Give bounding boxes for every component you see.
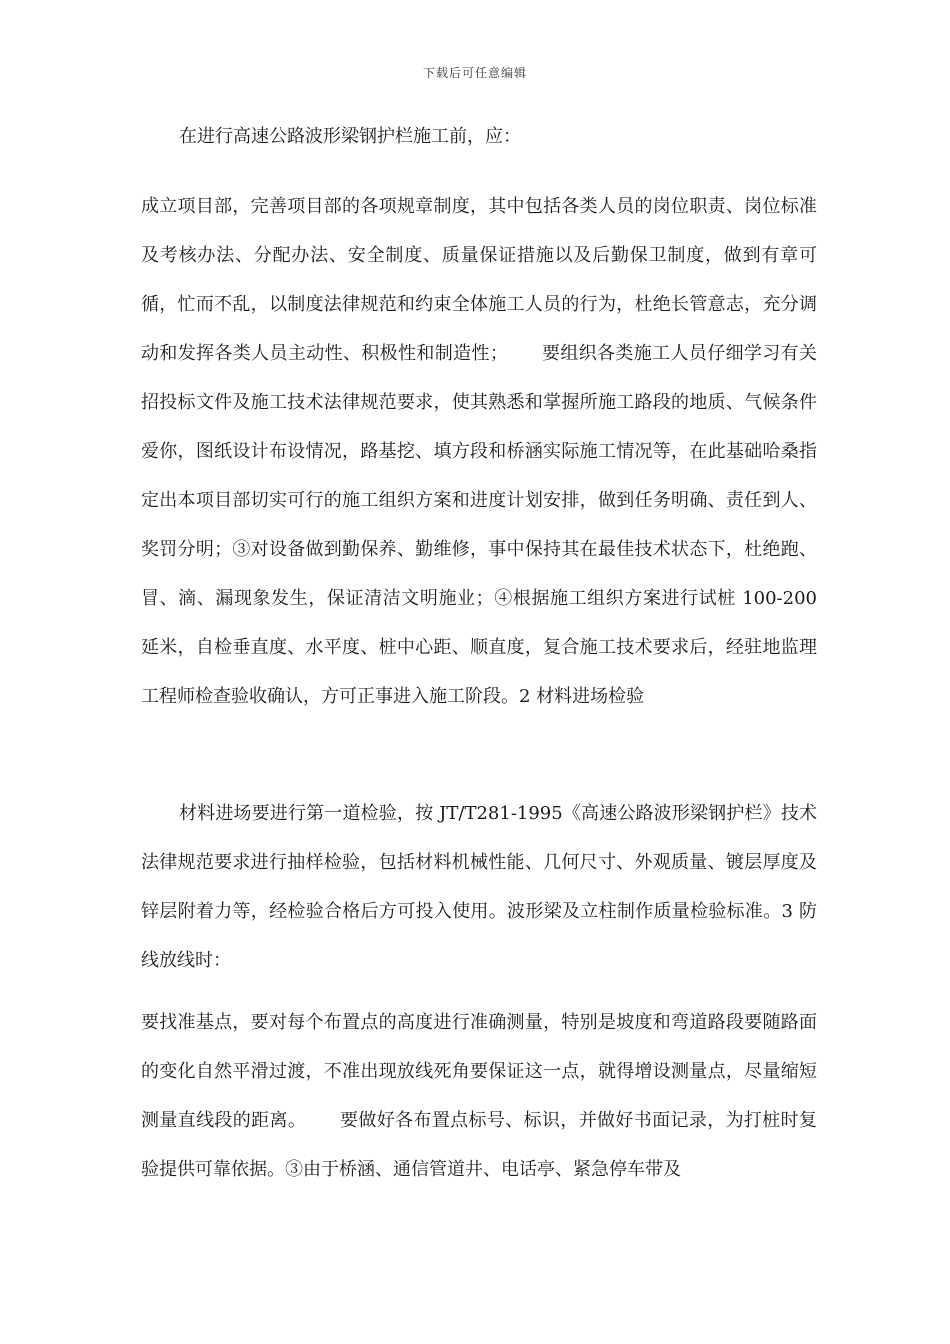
preparation-paragraph: 成立项目部，完善项目部的各项规章制度，其中包括各类人员的岗位职责、岗位标准及考核办法、分配办法、安全制度、质量保证措施以及后勤保卫制度，做到有章可循，忙而不乱，以制度法律规范和约束全体施工人员的行为，杜绝长管意志，充分调动和发挥各类人员主动性、积极性和制造性； 要组织各类施工人员仔细学习有关招投标文件及施工技术法律规范要求，使其熟悉和掌握所施工路段的地质、气候条件爱你，图纸设计布设情况，路基挖、填方段和桥涵实际施工情况等，在此基础哈桑指定出本项目部切实可行的施工组织方案和进度计划安排，做到任务明确、责任到人、奖罚分明；③对设备做到勤保养、勤维修，事中保持其在最佳技术状态下，杜绝跑、冒、滴、漏现象发生，保证清洁文明施业；④根据施工组织方案进行试桩 100-200 延米，自检垂直度、水平度、桩中心距、顺直度，复合施工技术要求后，经驻地监理工程师检查验收确认，方可正事进入施工阶段。2 材料进场检验	[141, 196, 817, 707]
layout-survey-paragraph: 要找准基点，要对每个布置点的高度进行准确测量，特别是坡度和弯道路段要随路面的变化自然平滑过渡，不准出现放线死角要保证这一点，就得增设测量点，尽量缩短测量直线段的距离。 要做好各布置点标号、标识，并做好书面记录，为打桩时复验提供可靠依据。③由于桥涵、通信管道井、电话亭、紧急停车带及	[141, 1012, 817, 1180]
header-note: 下载后可任意编辑	[422, 66, 527, 80]
material-inspection-paragraph: 材料进场要进行第一道检验，按 JT/T281-1995《高速公路波形梁钢护栏》技术法律规范要求进行抽样检验，包括材料机械性能、几何尺寸、外观质量、镀层厚度及锌层附着力等，经检验合格后方可投入使用。波形梁及立柱制作质量检验标准。3 防线放线时：	[141, 803, 817, 971]
intro-paragraph: 在进行高速公路波形梁钢护栏施工前，应：	[179, 126, 521, 147]
